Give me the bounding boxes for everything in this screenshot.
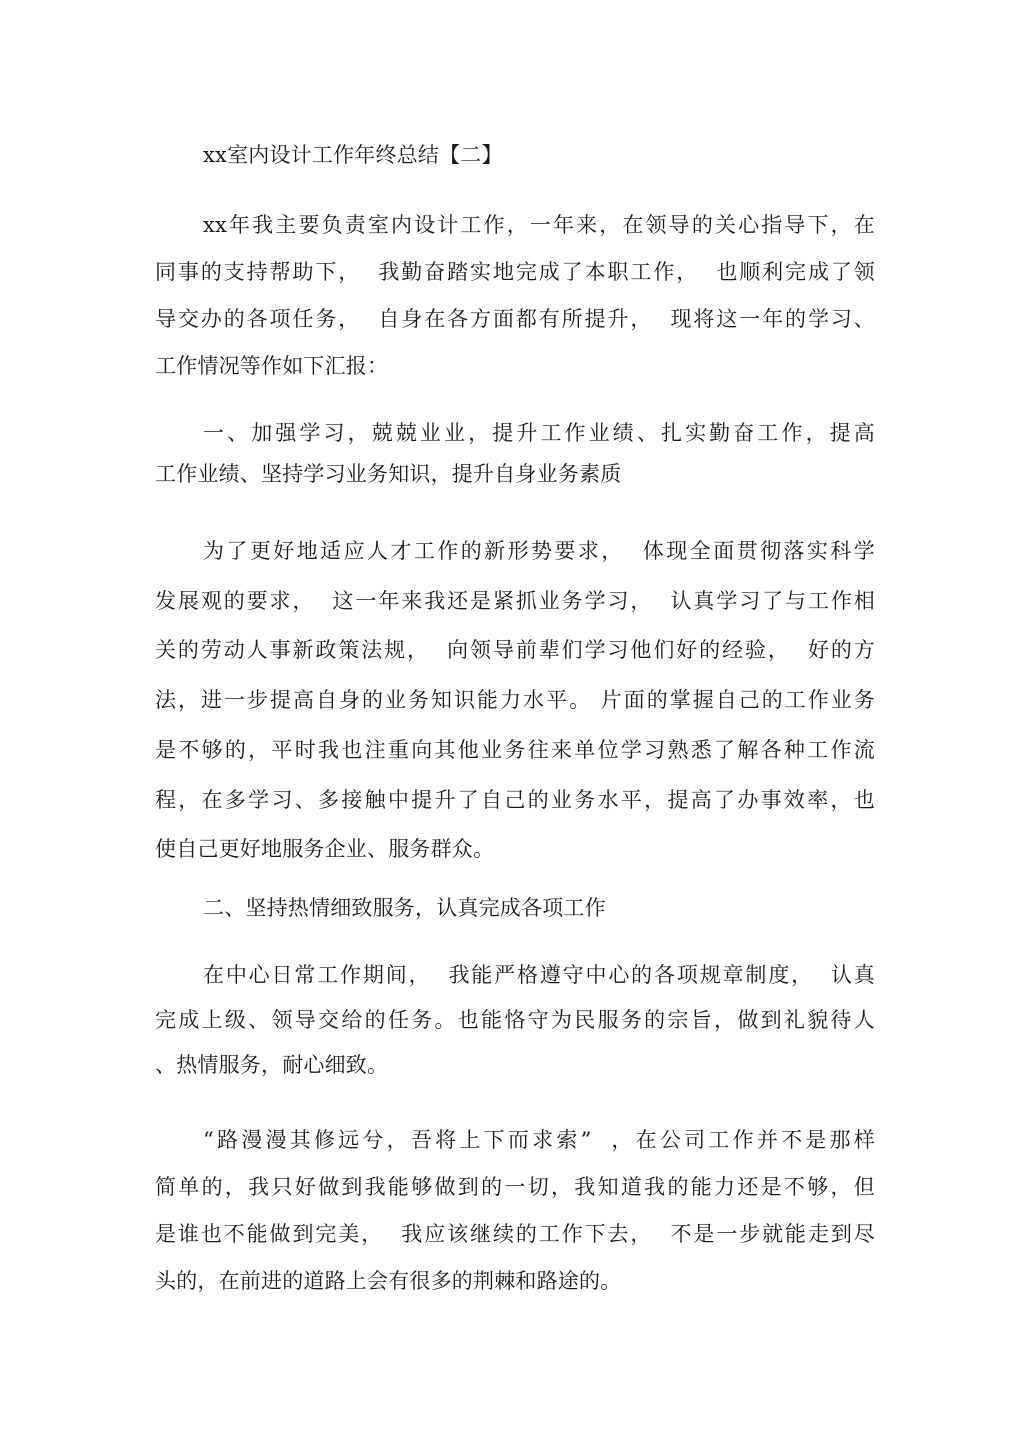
paragraph-line: 简单的，我只好做到我能够做到的一切，我知道我的能力还是不够，但 [155, 1175, 875, 1199]
paragraph-line: 完成上级、领导交给的任务。也能恪守为民服务的宗旨，做到礼貌待人 [155, 1008, 875, 1032]
paragraph-line: 关的劳动人事新政策法规， 向领导前辈们学习他们好的经验， 好的方 [155, 638, 875, 662]
paragraph-line: 使自己更好地服务企业、服务群众。 [155, 837, 495, 861]
document-title: xx室内设计工作年终总结【二】 [203, 143, 503, 167]
paragraph-line: 法，进一步提高自身的业务知识能力水平。 片面的掌握自己的工作业务 [155, 688, 875, 712]
paragraph-line: 工作业绩、坚持学习业务知识，提升自身业务素质 [155, 462, 622, 486]
paragraph-line: “路漫漫其修远兮，吾将上下而求索” ，在公司工作并不是那样 [203, 1128, 875, 1152]
paragraph-line: 是谁也不能做到完美， 我应该继续的工作下去， 不是一步就能走到尽 [155, 1222, 875, 1246]
paragraph-line: 二、坚持热情细致服务，认真完成各项工作 [203, 896, 606, 920]
paragraph-line: xx年我主要负责室内设计工作，一年来，在领导的关心指导下，在 [203, 213, 875, 237]
paragraph-line: 导交办的各项任务， 自身在各方面都有所提升， 现将这一年的学习、 [155, 307, 875, 331]
paragraph-line: 头的，在前进的道路上会有很多的荆棘和路途的。 [155, 1269, 622, 1293]
paragraph-line: 为了更好地适应人才工作的新形势要求， 体现全面贯彻落实科学 [203, 539, 875, 563]
paragraph-line: 一、加强学习，兢兢业业，提升工作业绩、扎实勤奋工作，提高 [203, 421, 875, 445]
paragraph-line: 发展观的要求， 这一年来我还是紧抓业务学习， 认真学习了与工作相 [155, 589, 875, 613]
paragraph-line: 同事的支持帮助下， 我勤奋踏实地完成了本职工作， 也顺利完成了领 [155, 260, 875, 284]
paragraph-line: 、热情服务，耐心细致。 [155, 1053, 389, 1077]
paragraph-line: 程，在多学习、多接触中提升了自己的业务水平，提高了办事效率，也 [155, 788, 875, 812]
paragraph-line: 在中心日常工作期间， 我能严格遵守中心的各项规章制度， 认真 [203, 963, 875, 987]
paragraph-line: 是不够的，平时我也注重向其他业务往来单位学习熟悉了解各种工作流 [155, 738, 875, 762]
paragraph-line: 工作情况等作如下汇报： [155, 354, 389, 378]
